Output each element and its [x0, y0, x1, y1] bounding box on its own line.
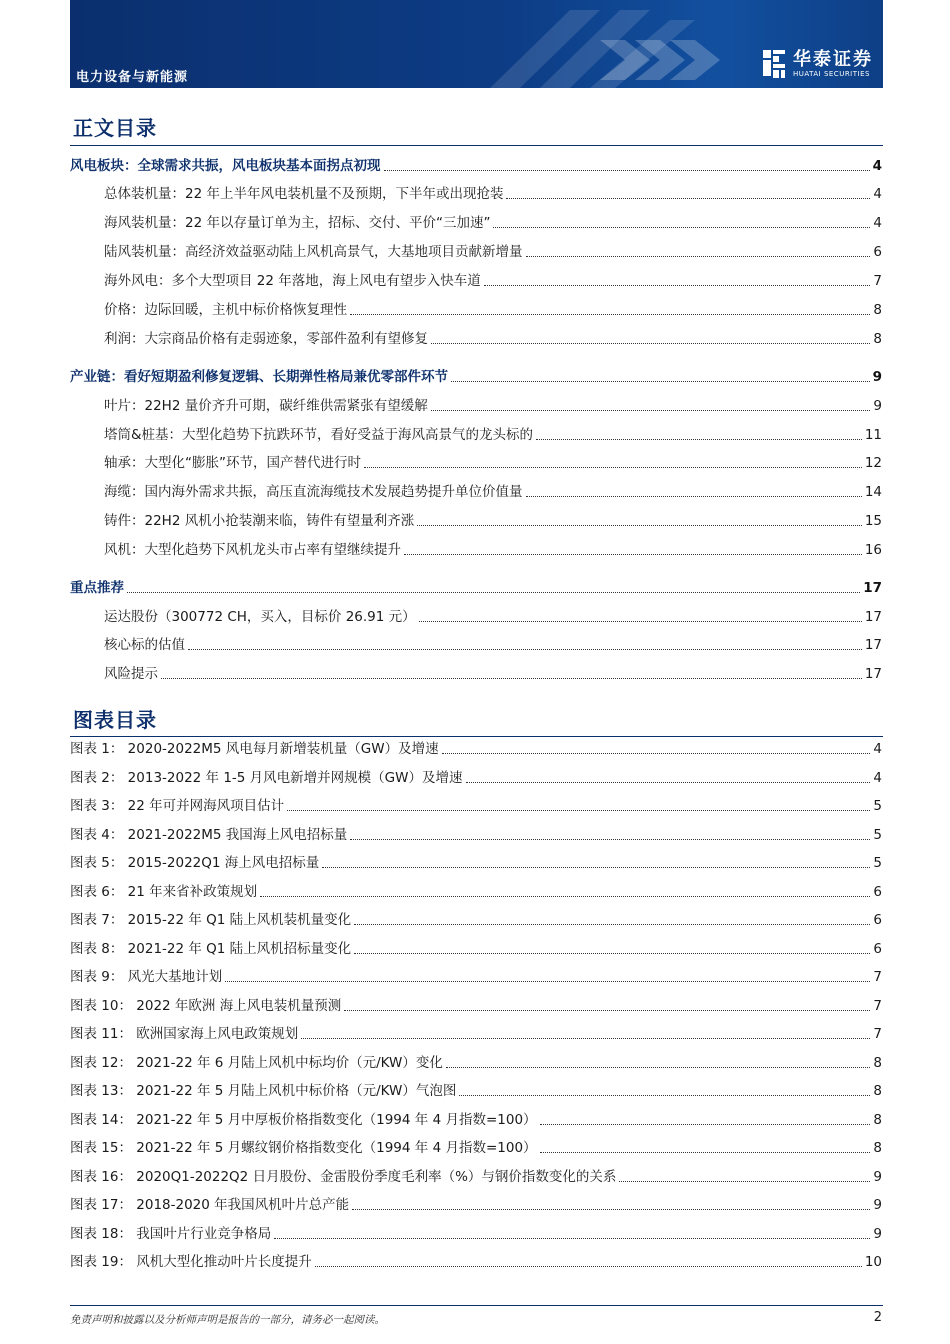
figure-list-entry[interactable]	[70, 1052, 882, 1072]
toc-leader-dots	[493, 227, 870, 228]
figure-leader-dots	[466, 782, 871, 783]
huatai-logo-icon	[761, 48, 787, 80]
toc-section-entry[interactable]	[70, 577, 882, 597]
toc-entry-page: 12	[864, 455, 882, 471]
footer-disclaimer: 免责声明和披露以及分析师声明是报告的一部分，请务必一起阅读。	[70, 1314, 385, 1326]
figure-list-entry[interactable]	[70, 938, 882, 958]
toc-entry-page: 4	[873, 215, 882, 231]
toc-heading-rule	[70, 145, 883, 146]
figure-list-entry[interactable]	[70, 1137, 882, 1157]
toc-entry-title: 利润：大宗商品价格有走弱迹象，零部件盈利有望修复	[104, 331, 428, 347]
toc-entry-page: 9	[872, 369, 882, 385]
toc-section-entry[interactable]	[70, 366, 882, 386]
figure-list-entry[interactable]	[70, 909, 882, 929]
toc-entry-title: 叶片：22H2 量价齐升可期，碳纤维供需紧张有望缓解	[104, 398, 428, 414]
toc-leader-dots	[451, 381, 870, 382]
toc-subsection-entry[interactable]	[70, 328, 882, 348]
sector-label: 电力设备与新能源	[76, 70, 189, 85]
toc-entry-page: 4	[872, 158, 882, 174]
toc-leader-dots	[364, 467, 862, 468]
toc-leader-dots	[419, 621, 862, 622]
figure-leader-dots	[322, 867, 870, 868]
figure-leader-dots	[344, 1010, 870, 1011]
figure-entry-title: 图表 5： 2015-2022Q1 海上风电招标量	[70, 855, 320, 871]
figure-list-entry[interactable]	[70, 1023, 882, 1043]
toc-subsection-entry[interactable]	[70, 212, 882, 232]
figure-entry-page: 4	[873, 741, 882, 757]
figure-leader-dots	[301, 1038, 870, 1039]
toc-subsection-entry[interactable]	[70, 510, 882, 530]
toc-leader-dots	[506, 198, 870, 199]
figure-entry-title: 图表 15： 2021-22 年 5 月螺纹钢价格指数变化（1994 年 4 月指数=100）	[70, 1140, 537, 1156]
figure-list-entry[interactable]	[70, 767, 882, 787]
figure-list-entry[interactable]	[70, 795, 882, 815]
toc-entry-title: 风电板块：全球需求共振，风电板块基本面拐点初现	[70, 158, 381, 174]
figure-list-entry[interactable]	[70, 966, 882, 986]
figure-entry-page: 8	[873, 1054, 882, 1071]
figure-leader-dots	[354, 953, 870, 954]
figure-list-entry[interactable]	[70, 1109, 882, 1129]
toc-leader-dots	[127, 592, 860, 593]
toc-leader-dots	[188, 649, 862, 650]
toc-entry-page: 17	[864, 637, 882, 653]
toc-subsection-entry[interactable]	[70, 424, 882, 444]
toc-subsection-entry[interactable]	[70, 395, 882, 415]
figure-entry-page: 10	[864, 1254, 882, 1270]
logo-english-name: HUATAI SECURITIES	[793, 69, 870, 78]
figure-list-entry[interactable]	[70, 995, 882, 1015]
figure-entry-page: 6	[873, 912, 882, 928]
figure-entry-title: 图表 8： 2021-22 年 Q1 陆上风机招标量变化	[70, 940, 352, 957]
figure-entry-title: 图表 14： 2021-22 年 5 月中厚板价格指数变化（1994 年 4 月指数=100）	[70, 1111, 537, 1128]
toc-entry-title: 运达股份（300772 CH，买入，目标价 26.91 元）	[104, 609, 416, 625]
figure-list-entry[interactable]	[70, 881, 882, 901]
figure-entry-page: 5	[873, 798, 882, 814]
figure-leader-dots	[442, 753, 871, 754]
figure-entry-page: 7	[873, 969, 882, 985]
figure-entry-page: 8	[873, 1140, 882, 1156]
toc-subsection-entry[interactable]	[70, 270, 882, 290]
figure-entry-page: 8	[873, 1083, 882, 1099]
figure-entry-title: 图表 11： 欧洲国家海上风电政策规划	[70, 1026, 299, 1042]
toc-subsection-entry[interactable]	[70, 452, 882, 472]
figure-entry-page: 4	[873, 769, 882, 786]
toc-entry-title: 铸件：22H2 风机小抢装潮来临，铸件有望量利齐涨	[104, 513, 415, 529]
figure-entry-title: 图表 1： 2020-2022M5 风电每月新增装机量（GW）及增速	[70, 741, 439, 757]
figure-leader-dots	[540, 1152, 871, 1153]
toc-entry-title: 总体装机量：22 年上半年风电装机量不及预期，下半年或出现抢装	[104, 186, 504, 202]
figure-entry-title: 图表 2： 2013-2022 年 1-5 月风电新增并网规模（GW）及增速	[70, 769, 463, 786]
toc-subsection-entry[interactable]	[70, 634, 882, 654]
figure-entry-page: 7	[873, 1026, 882, 1042]
toc-leader-dots	[431, 410, 871, 411]
figure-list-entry[interactable]	[70, 1080, 882, 1100]
figure-leader-dots	[260, 896, 870, 897]
figure-leader-dots	[354, 924, 870, 925]
toc-entry-page: 17	[864, 609, 882, 625]
toc-section-entry[interactable]	[70, 155, 882, 175]
figure-list-entry[interactable]	[70, 738, 882, 758]
figure-list-entry[interactable]	[70, 1251, 882, 1271]
toc-entry-title: 陆风装机量：高经济效益驱动陆上风机高景气，大基地项目贡献新增量	[104, 244, 523, 260]
toc-subsection-entry[interactable]	[70, 481, 882, 501]
figure-leader-dots	[315, 1266, 862, 1267]
toc-entry-title: 价格：边际回暖，主机中标价格恢复理性	[104, 302, 347, 318]
figure-entry-page: 9	[873, 1197, 882, 1213]
figure-list-entry[interactable]	[70, 852, 882, 872]
toc-leader-dots	[526, 256, 871, 257]
toc-leader-dots	[526, 496, 862, 497]
figure-entry-title: 图表 6： 21 年来省补政策规划	[70, 883, 258, 900]
figure-entry-title: 图表 3： 22 年可并网海风项目估计	[70, 798, 285, 814]
toc-entry-title: 海风装机量：22 年以存量订单为主，招标、交付、平价“三加速”	[104, 215, 491, 231]
toc-entry-title: 产业链：看好短期盈利修复逻辑、长期弹性格局兼优零部件环节	[70, 369, 448, 385]
figure-leader-dots	[459, 1095, 870, 1096]
toc-leader-dots	[417, 525, 862, 526]
toc-entry-page: 15	[864, 513, 882, 529]
toc-entry-title: 核心标的估值	[104, 637, 185, 653]
figure-entry-title: 图表 10： 2022 年欧洲 海上风电装机量预测	[70, 997, 342, 1014]
figure-entry-title: 图表 13： 2021-22 年 5 月陆上风机中标价格（元/KW）气泡图	[70, 1083, 457, 1099]
figure-entry-title: 图表 19： 风机大型化推动叶片长度提升	[70, 1254, 312, 1270]
figure-leader-dots	[350, 839, 870, 840]
toc-subsection-entry[interactable]	[70, 606, 882, 626]
toc-entry-page: 4	[873, 186, 882, 202]
toc-heading: 正文目录	[73, 116, 157, 140]
figure-list-entry[interactable]	[70, 1194, 882, 1214]
toc-entry-title: 塔筒&桩基：大型化趋势下抗跌环节，看好受益于海风高景气的龙头标的	[104, 427, 534, 443]
figure-leader-dots	[274, 1238, 870, 1239]
toc-leader-dots	[161, 678, 862, 679]
toc-entry-title: 风机：大型化趋势下风机龙头市占率有望继续提升	[104, 542, 401, 558]
toc-leader-dots	[536, 439, 862, 440]
toc-entry-title: 海缆：国内海外需求共振，高压直流海缆技术发展趋势提升单位价值量	[104, 484, 523, 500]
figure-entry-title: 图表 17： 2018-2020 年我国风机叶片总产能	[70, 1197, 350, 1213]
toc-entry-page: 9	[873, 398, 882, 414]
toc-entry-page: 7	[873, 273, 882, 289]
toc-entry-title: 风险提示	[104, 666, 158, 682]
figure-entry-title: 图表 18： 我国叶片行业竞争格局	[70, 1225, 272, 1242]
figure-leader-dots	[225, 981, 870, 982]
figure-leader-dots	[540, 1124, 871, 1125]
figure-leader-dots	[352, 1209, 870, 1210]
toc-entry-page: 14	[864, 484, 882, 500]
toc-entry-page: 16	[864, 542, 882, 558]
figure-list-entry[interactable]	[70, 824, 882, 844]
toc-leader-dots	[404, 554, 862, 555]
toc-subsection-entry[interactable]	[70, 183, 882, 203]
figure-entry-title: 图表 7： 2015-22 年 Q1 陆上风机装机量变化	[70, 912, 352, 928]
figure-leader-dots	[287, 810, 870, 811]
figure-leader-dots	[446, 1067, 871, 1068]
figure-list-entry[interactable]	[70, 1166, 882, 1186]
toc-subsection-entry[interactable]	[70, 241, 882, 261]
toc-entry-page: 8	[873, 331, 882, 347]
toc-subsection-entry[interactable]	[70, 663, 882, 683]
figure-entry-title: 图表 12： 2021-22 年 6 月陆上风机中标均价（元/KW）变化	[70, 1054, 443, 1071]
toc-entry-page: 8	[873, 302, 882, 318]
footer-rule	[70, 1305, 883, 1306]
figure-entry-page: 5	[873, 826, 882, 843]
figure-entry-page: 6	[873, 940, 882, 957]
toc-entry-page: 11	[864, 427, 882, 443]
toc-entry-title: 轴承：大型化“膨胀”环节，国产替代进行时	[104, 455, 361, 471]
figure-entry-page: 5	[873, 855, 882, 871]
figure-entry-title: 图表 16： 2020Q1-2022Q2 日月股份、金雷股份季度毛利率（%）与钢价指数变化的关系	[70, 1168, 617, 1185]
toc-leader-dots	[350, 314, 870, 315]
logo-chinese-name: 华泰证券	[793, 48, 873, 70]
figure-entry-page: 8	[873, 1111, 882, 1128]
huatai-logo	[761, 48, 873, 80]
toc-leader-dots	[384, 170, 870, 171]
header-banner	[70, 0, 883, 88]
figure-entry-title: 图表 4： 2021-2022M5 我国海上风电招标量	[70, 826, 348, 843]
toc-entry-page: 17	[864, 666, 882, 682]
figure-leader-dots	[619, 1181, 870, 1182]
arrow-pattern-decoration	[450, 0, 770, 88]
figure-entry-page: 6	[873, 883, 882, 900]
figure-entry-page: 7	[873, 997, 882, 1014]
toc-entry-page: 6	[873, 244, 882, 260]
figure-entry-page: 9	[873, 1225, 882, 1242]
toc-entry-page: 17	[863, 580, 882, 596]
toc-subsection-entry[interactable]	[70, 299, 882, 319]
toc-subsection-entry[interactable]	[70, 539, 882, 559]
figure-list-heading-rule	[70, 736, 883, 737]
toc-leader-dots	[484, 285, 871, 286]
page-number: 2	[873, 1310, 882, 1325]
figure-list-heading: 图表目录	[73, 708, 157, 732]
toc-leader-dots	[431, 343, 870, 344]
figure-entry-title: 图表 9： 风光大基地计划	[70, 969, 223, 985]
figure-list-entry[interactable]	[70, 1223, 882, 1243]
figure-entry-page: 9	[873, 1168, 882, 1185]
toc-entry-title: 重点推荐	[70, 580, 124, 596]
toc-entry-title: 海外风电：多个大型项目 22 年落地，海上风电有望步入快车道	[104, 273, 481, 289]
